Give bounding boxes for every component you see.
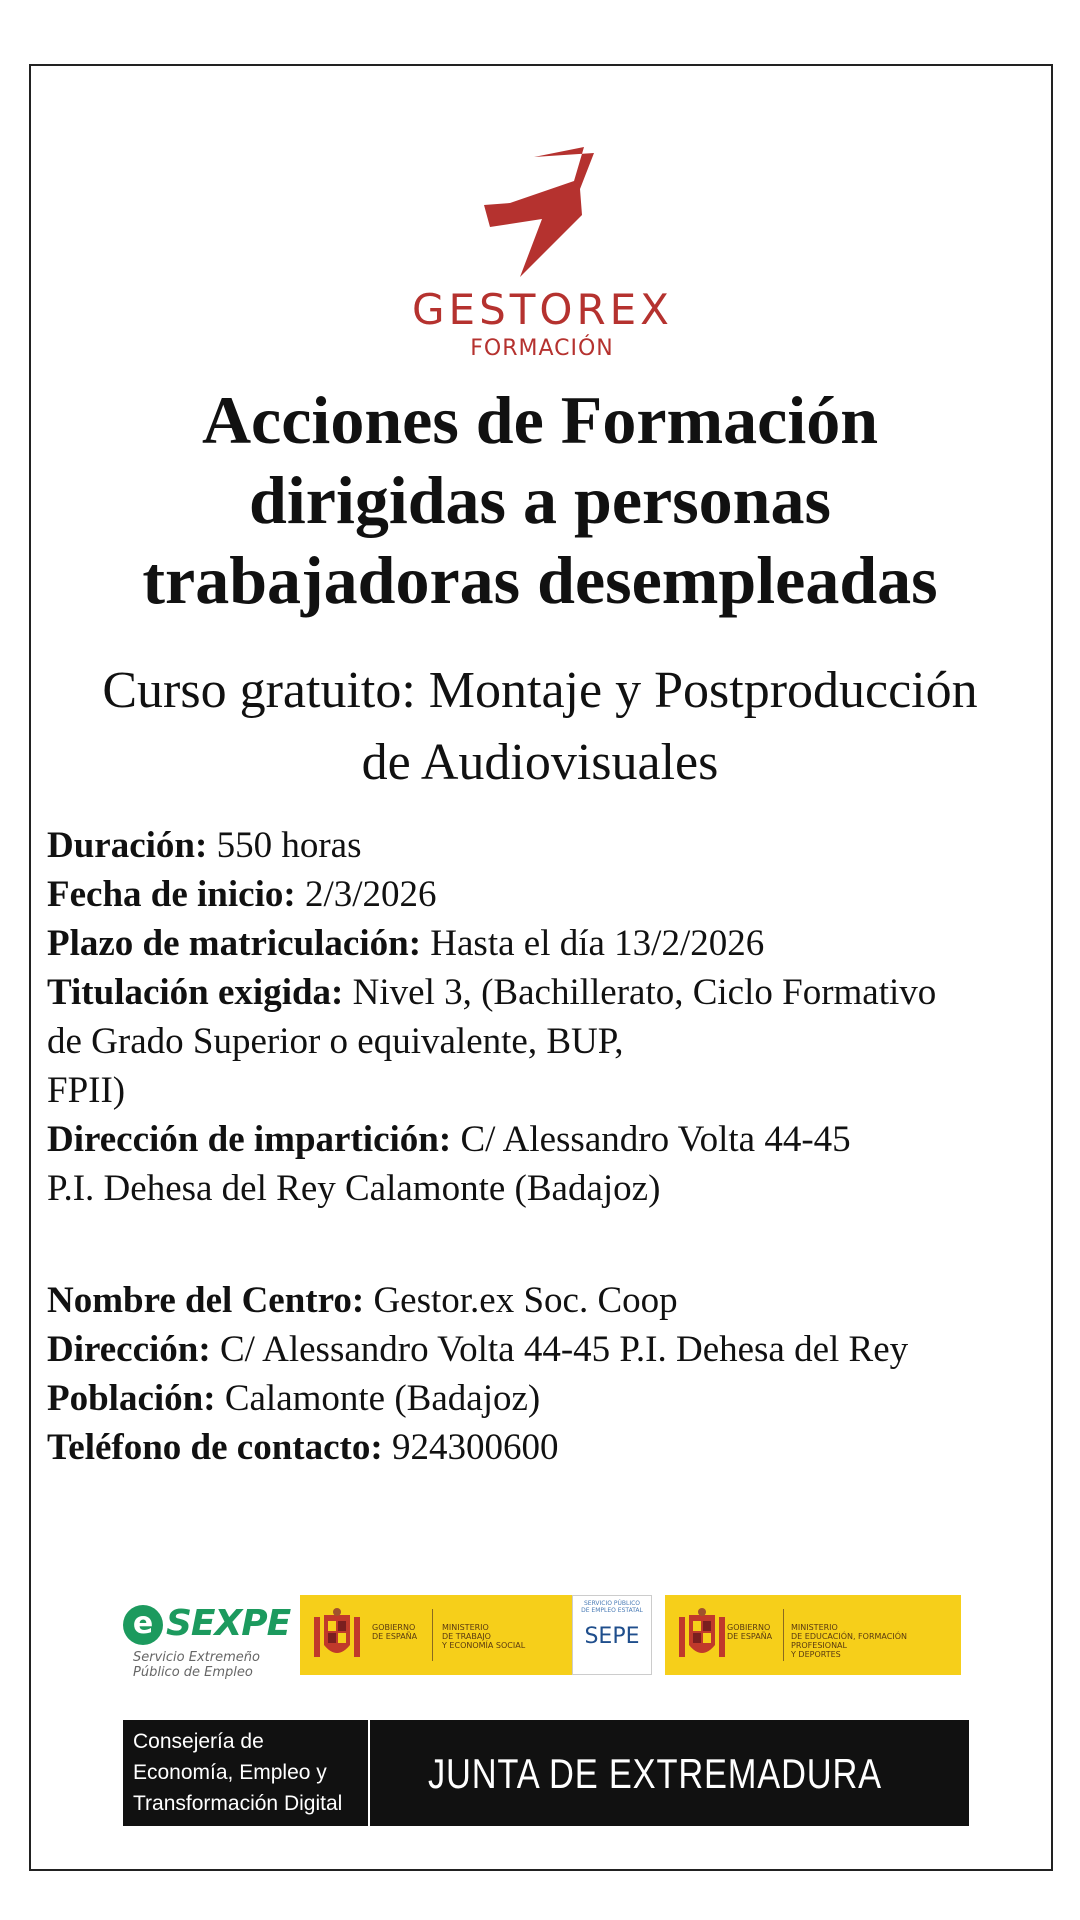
phone-label: Teléfono de contacto: <box>47 1427 383 1468</box>
sexpe-mark-icon: e <box>123 1605 163 1645</box>
divider <box>368 1720 370 1826</box>
venue-continued: P.I. Dehesa del Rey Calamonte (Badajoz) <box>47 1168 661 1209</box>
center-address-row <box>47 1325 1047 1374</box>
gobierno-line: DE ESPAÑA <box>727 1632 773 1641</box>
center-address-value: C/ Alessandro Volta 44-45 P.I. Dehesa del Rey <box>210 1329 909 1370</box>
logo-name: GESTOREX <box>412 285 673 334</box>
gestorex-bolt-icon <box>482 145 602 280</box>
logo-subtitle: FORMACIÓN <box>470 336 614 361</box>
consejeria-line: Economía, Empleo y <box>133 1761 327 1784</box>
ministerio-line: DE TRABAJO <box>442 1632 491 1641</box>
start-date-row <box>47 870 1047 919</box>
phone-row <box>47 1423 1047 1472</box>
start-date-label: Fecha de inicio: <box>47 874 296 915</box>
sexpe-subtitle <box>133 1650 293 1680</box>
divider <box>783 1609 784 1661</box>
gobierno-line: DE ESPAÑA <box>372 1632 418 1641</box>
gobierno-text <box>727 1623 772 1641</box>
qualification-row <box>47 968 1047 1017</box>
sexpe-subtitle-line: Público de Empleo <box>133 1665 253 1680</box>
town-value: Calamonte (Badajoz) <box>215 1378 541 1419</box>
center-details <box>47 1276 1047 1472</box>
gobierno-line: GOBIERNO <box>372 1623 416 1632</box>
gestorex-logo <box>412 145 672 360</box>
venue-label: Dirección de impartición: <box>47 1119 452 1160</box>
start-date-value: 2/3/2026 <box>295 874 437 915</box>
junta-extremadura-banner <box>123 1720 969 1826</box>
page-title <box>30 380 1050 620</box>
coat-of-arms-icon <box>312 1607 362 1663</box>
center-name-label: Nombre del Centro: <box>47 1280 365 1321</box>
divider <box>432 1609 433 1661</box>
duration-row <box>47 821 1047 870</box>
course-title <box>30 655 1050 799</box>
title-line: trabajadoras desempleadas <box>142 542 938 618</box>
junta-name: JUNTA DE EXTREMADURA <box>428 1750 882 1797</box>
duration-label: Duración: <box>47 825 208 866</box>
consejeria-line: Consejería de <box>133 1730 264 1753</box>
title-line: dirigidas a personas <box>249 462 831 538</box>
center-name-value: Gestor.ex Soc. Coop <box>364 1280 678 1321</box>
center-address-label: Dirección: <box>47 1329 211 1370</box>
title-line: Acciones de Formación <box>201 382 879 458</box>
sepe-name: SEPE <box>584 1624 640 1649</box>
ministerio-line: MINISTERIO <box>791 1623 838 1632</box>
venue-row <box>47 1115 1047 1164</box>
sexpe-name: SEXPE <box>166 1603 291 1644</box>
sepe-subtitle <box>573 1600 651 1614</box>
enrollment-value: Hasta el día 13/2/2026 <box>421 923 765 964</box>
enrollment-label: Plazo de matriculación: <box>47 923 422 964</box>
sponsor-logos <box>120 1595 970 1685</box>
venue-value: C/ Alessandro Volta 44-45 <box>451 1119 851 1160</box>
ministerio-trabajo-text <box>442 1623 525 1650</box>
gobierno-line: GOBIERNO <box>727 1623 771 1632</box>
sexpe-logo <box>120 1603 291 1683</box>
consejeria-line: Transformación Digital <box>133 1792 343 1815</box>
town-label: Población: <box>47 1378 216 1419</box>
qualification-label: Titulación exigida: <box>47 972 344 1013</box>
course-details <box>47 821 1047 1213</box>
gobierno-educacion-logo <box>665 1595 961 1675</box>
town-row <box>47 1374 1047 1423</box>
enrollment-row <box>47 919 1047 968</box>
sepe-subtitle-line: SERVICIO PÚBLICO <box>583 1600 641 1607</box>
qualification-continued: FPII) <box>47 1070 126 1111</box>
course-title-line: de Audiovisuales <box>361 734 719 791</box>
coat-of-arms-icon <box>677 1607 727 1663</box>
ministerio-line: DE EDUCACIÓN, FORMACIÓN PROFESIONAL <box>791 1632 907 1650</box>
course-title-line: Curso gratuito: Montaje y Postproducción <box>102 662 978 719</box>
duration-value: 550 horas <box>207 825 362 866</box>
ministerio-line: Y DEPORTES <box>791 1650 841 1659</box>
ministerio-line: MINISTERIO <box>442 1623 489 1632</box>
center-name-row <box>47 1276 1047 1325</box>
sepe-logo <box>572 1595 652 1675</box>
gobierno-text <box>372 1623 417 1641</box>
ministerio-line: Y ECONOMÍA SOCIAL <box>442 1641 526 1650</box>
qualification-value: Nivel 3, (Bachillerato, Ciclo Formativo <box>343 972 937 1013</box>
consejeria-text <box>133 1726 342 1819</box>
phone-value: 924300600 <box>382 1427 559 1468</box>
ministerio-educacion-text <box>791 1623 961 1659</box>
qualification-continued: de Grado Superior o equivalente, BUP, <box>47 1021 624 1062</box>
sepe-subtitle-line: DE EMPLEO ESTATAL <box>581 1607 643 1614</box>
sexpe-subtitle-line: Servicio Extremeño <box>133 1650 260 1665</box>
